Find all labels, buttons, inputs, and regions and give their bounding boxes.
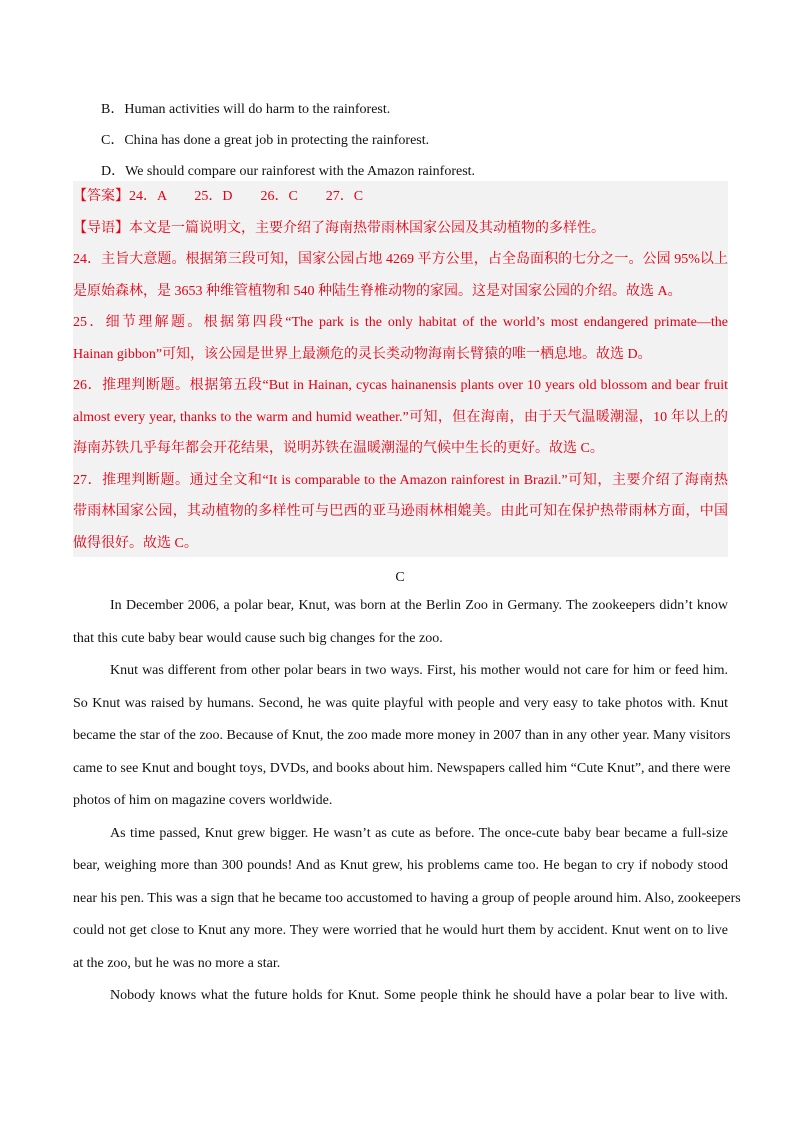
q25-explanation-line-2: Hainan gibbon”可知，该公园是世界上最濒危的灵长类动物海南长臂猿的唯一栖息地。故选 D。 [73, 346, 652, 362]
paragraph-line: near his pen. This was a sign that he became too accustomed to having a group of people around him. Also, zookeepers [73, 890, 741, 906]
paragraph-line: became the star of the zoo. Because of Knut, the zoo made more money in 2007 than in any other year. Many visitors [73, 728, 731, 743]
paragraph-line: As time passed, Knut grew bigger. He wasn’t as cute as before. The once-cute baby bear became a full-size [110, 825, 728, 841]
paragraph-3 [73, 818, 741, 981]
option-d: D．We should compare our rainforest with the Amazon rainforest. [101, 164, 476, 179]
q26-explanation-line-2: almost every year, thanks to the warm and humid weather.”可知，但在海南，由于天气温暖潮湿，10 年以上的 [73, 409, 728, 425]
paragraph-line: came to see Knut and bought toys, DVDs, and books about him. Newspapers called him “Cute Knut”, and there were [73, 760, 731, 776]
paragraph-line: So Knut was raised by humans. Second, he was quite playful with people and very easy to take photos with. Knut [73, 695, 728, 711]
option-c: C．China has done a great job in protecting the rainforest. [101, 133, 430, 148]
paragraph-line: at the zoo, but he was no more a star. [73, 955, 281, 971]
paragraph-line: photos of him on magazine covers worldwide. [73, 793, 333, 808]
q26-explanation-line-3: 海南苏铁几乎每年都会开花结果，说明苏铁在温暖潮湿的气候中生长的更好。故选 C。 [73, 441, 604, 456]
q26-explanation-line-1: 26．推理判断题。根据第五段“But in Hainan, cycas hainanensis plants over 10 years old blossom and bear fruit [73, 378, 728, 393]
paragraph-line: Nobody knows what the future holds for Knut. Some people think he should have a polar bear to live with. [110, 988, 728, 1003]
q27-explanation-line-2: 带雨林国家公园，其动植物的多样性可与巴西的亚马逊雨林相媲美。由此可知在保护热带雨林方面，中国 [73, 504, 728, 519]
paragraph-1 [73, 590, 728, 655]
q25-explanation-line-1: 25．细节理解题。根据第四段“The park is the only habitat of the world’s most endangered primate—the [73, 315, 728, 330]
answer-options [101, 94, 741, 187]
paragraph-line: Knut was different from other polar bears in two ways. First, his mother would not care for him or feed him. [110, 663, 728, 678]
q27-explanation-line-1: 27．推理判断题。通过全文和“It is comparable to the Amazon rainforest in Brazil.”可知，主要介绍了海南热 [73, 472, 728, 488]
answer-key-line: 【答案】24．A 25．D 26．C 27．C [73, 189, 364, 204]
paragraph-line: could not get close to Knut any more. They were worried that he would hurt them by accident. Knut went on to live [73, 923, 728, 938]
reading-passage [73, 590, 741, 1013]
q24-explanation-line-1: 24．主旨大意题。根据第三段可知，国家公园占地 4269 平方公里，占全岛面积的七分之一。公园 95%以上 [73, 252, 728, 267]
paragraph-line: that this cute baby bear would cause such big changes for the zoo. [73, 630, 443, 646]
q27-explanation-line-3: 做得很好。故选 C。 [73, 535, 198, 551]
paragraph-4 [73, 980, 728, 1013]
section-heading: C [395, 570, 405, 585]
paragraph-line: In December 2006, a polar bear, Knut, was born at the Berlin Zoo in Germany. The zookeepers didn’t know [110, 598, 728, 613]
q24-explanation-line-2: 是原始森林，是 3653 种维管植物和 540 种陆生脊椎动物的家园。这是对国家公园的介绍。故选 A。 [73, 283, 682, 299]
paragraph-2 [73, 655, 731, 818]
answer-explanation-box [73, 181, 728, 557]
paragraph-line: bear, weighing more than 300 pounds! And as Knut grew, his problems came too. He began to cry if nobody stood [73, 858, 728, 873]
guide-line: 【导语】本文是一篇说明文，主要介绍了海南热带雨林国家公园及其动植物的多样性。 [73, 220, 605, 236]
option-b: B．Human activities will do harm to the rainforest. [101, 102, 391, 117]
